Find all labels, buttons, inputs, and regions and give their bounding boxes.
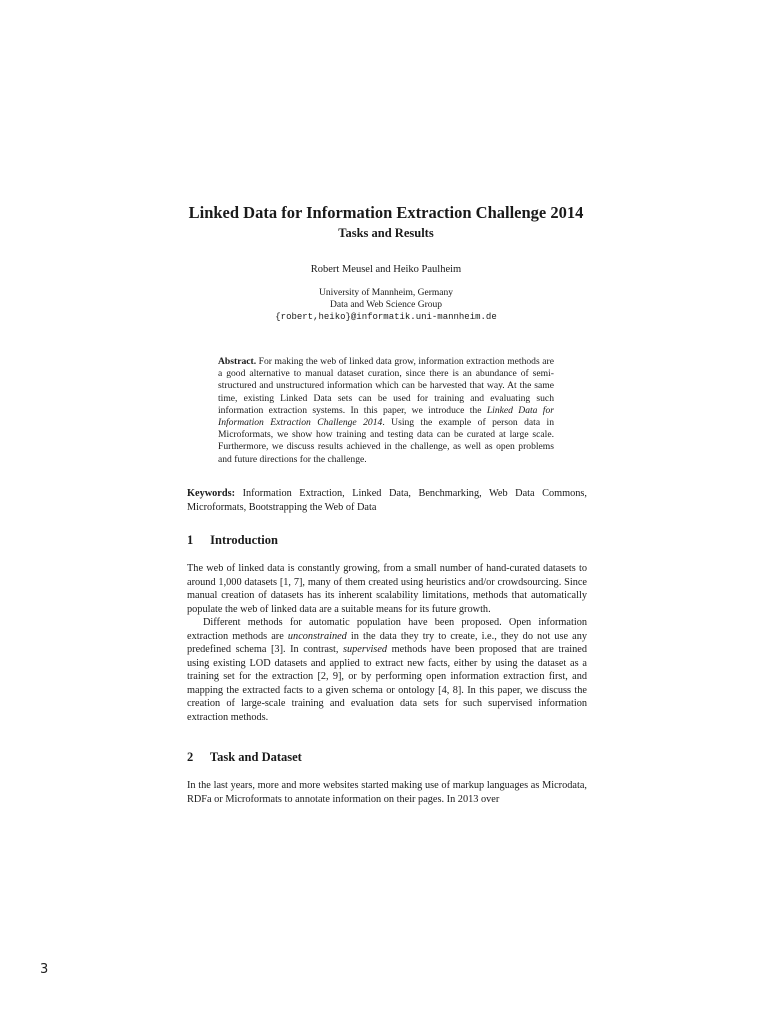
abstract: [218, 356, 554, 466]
affiliation-group: Data and Web Science Group: [330, 300, 442, 310]
paper-authors: Robert Meusel and Heiko Paulheim: [310, 264, 462, 275]
section-title: Introduction: [210, 533, 278, 547]
section-number: 2: [187, 750, 194, 764]
emphasis-supervised: supervised: [343, 644, 388, 655]
keywords-text: Information Extraction, Linked Data, Benchmarking, Web Data Commons, Microformats, Bootstrapping the Web of Data: [187, 488, 588, 513]
paper-subtitle: Tasks and Results: [338, 226, 434, 240]
affiliation-block: [0, 287, 768, 323]
section-heading-task-and-dataset: [187, 749, 587, 765]
abstract-text-continued: . Using the example of person data in Microformats, we show how training and testing data can be curated at large scale. Furthermore, we discuss results achieved in the challenge, as well as open problems and future directions for the challenge.: [218, 417, 554, 465]
section-title: Task and Dataset: [209, 750, 302, 764]
paragraph-text: Different methods for automatic population have been proposed. Open information extraction methods are: [187, 617, 587, 642]
introduction-paragraph-2: [187, 616, 587, 724]
page-number: 3: [40, 962, 49, 977]
keywords: [187, 487, 587, 514]
task-and-dataset-body: [187, 779, 587, 806]
abstract-italic-challenge-name: Linked Data for Information Extraction Challenge 2014: [218, 404, 554, 429]
paragraph-text: methods have been proposed that are trained using existing LOD datasets and applied to extract new facts, either by using the dataset as a training set for the extraction [2, 9], or by performing open information extraction first, and mapping the extracted facts to a given schema or ontology [4, 8]. In this paper, we discuss the creation of large-scale training and evaluation data sets for such supervised information extraction methods.: [187, 644, 588, 723]
affiliation-university: University of Mannheim, Germany: [318, 288, 454, 298]
abstract-text: For making the web of linked data grow, information extraction methods are a good alternative to manual dataset curation, since there is an abundance of semi-structured and unstructured information which can be harvested that way. At the same time, existing Linked Data sets can be used for training and evaluating such information extraction systems. In this paper, we introduce the: [218, 356, 554, 416]
emphasis-unconstrained: unconstrained: [287, 630, 347, 642]
section-number: 1: [187, 533, 194, 547]
task-paragraph-1: In the last years, more and more websites started making use of markup languages as Microdata, RDFa or Microformats to annotate information on their pages. In 2013 over: [187, 780, 587, 805]
section-heading-introduction: [187, 532, 587, 548]
paragraph-text: in the data they try to create, i.e., they do not use any predefined schema [3]. In contrast,: [187, 630, 587, 655]
introduction-body: [187, 562, 587, 724]
paper-title: Linked Data for Information Extraction Challenge 2014: [188, 203, 584, 222]
abstract-label: Abstract.: [218, 356, 257, 367]
keywords-label: Keywords:: [187, 488, 236, 499]
author-email: {robert,heiko}@informatik.uni-mannheim.de: [275, 312, 497, 322]
introduction-paragraph-1: The web of linked data is constantly growing, from a small number of hand-curated datasets to around 1,000 datasets [1, 7], many of them created using heuristics and/or crowdsourcing. Since manual creation of datasets has its inherent scalability limitations, methods that automatically populate the web of linked data are a suitable means for its future growth.: [187, 563, 587, 615]
